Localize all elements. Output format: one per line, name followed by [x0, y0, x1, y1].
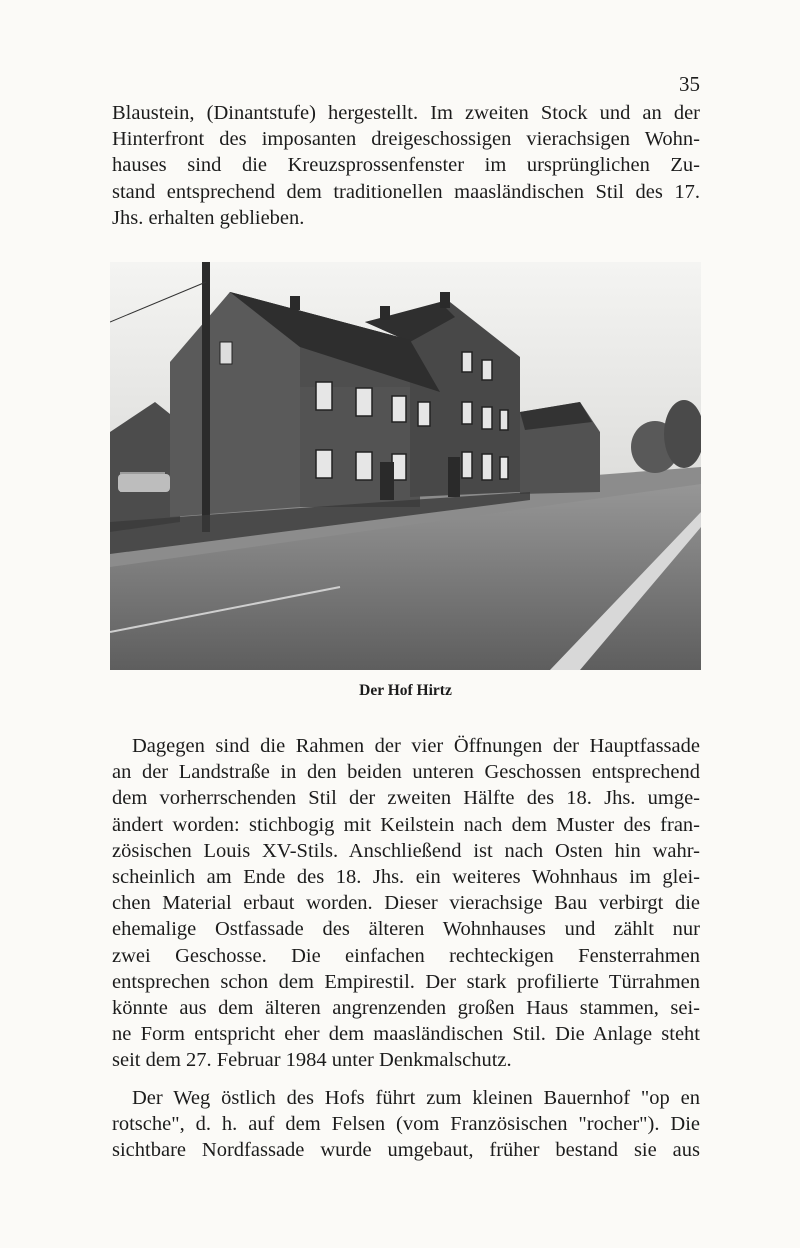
- text-line: Der Weg östlich des Hofs führt zum kleinen Bauernhof "op en: [132, 1087, 700, 1109]
- paragraph-1: [112, 100, 700, 231]
- text-line: ändert worden: stichbogig mit Keilstein nach dem Muster des fran-: [112, 813, 700, 836]
- text-line: ehemalige Ostfassade des älteren Wohnhauses und zählt nur: [112, 918, 700, 941]
- text-line: hauses sind die Kreuzsprossenfenster im ursprünglichen Zu-: [112, 154, 700, 177]
- farmhouse-photo: [110, 262, 701, 670]
- text-line: chen Material erbaut worden. Dieser vierachsige Bau verbirgt die: [112, 892, 700, 915]
- paragraph-2: [112, 733, 700, 1074]
- text-line: Dagegen sind die Rahmen der vier Öffnungen der Hauptfassade: [132, 735, 700, 757]
- page-number: 35: [679, 72, 700, 96]
- text-line: Hinterfront des imposanten dreigeschossigen vierachsigen Wohn-: [112, 128, 700, 151]
- text-line: könnte aus dem älteren angrenzenden großen Haus stammen, sei-: [112, 997, 700, 1020]
- text-line: dem vorherrschenden Stil der zweiten Hälfte des 18. Jhs. umge-: [112, 787, 700, 810]
- text-line: ne Form entspricht eher dem maasländischen Stil. Die Anlage steht: [112, 1023, 700, 1046]
- text-line: seit dem 27. Februar 1984 unter Denkmalschutz.: [112, 1049, 512, 1072]
- text-line: stand entsprechend dem traditionellen maasländischen Stil des 17.: [112, 180, 700, 203]
- text-line: rotsche", d. h. auf dem Felsen (vom Französischen "rocher"). Die: [112, 1113, 700, 1136]
- figure-caption: Der Hof Hirtz: [359, 682, 452, 699]
- text-line: Jhs. erhalten geblieben.: [112, 206, 305, 229]
- text-line: scheinlich am Ende des 18. Jhs. ein weiteres Wohnhaus im glei-: [112, 866, 700, 889]
- text-line: sichtbare Nordfassade wurde umgebaut, früher bestand sie aus: [112, 1139, 700, 1162]
- text-line: zwei Geschosse. Die einfachen rechteckigen Fensterrahmen: [112, 944, 700, 967]
- text-line: entsprechen schon dem Empirestil. Der stark profilierte Türrahmen: [112, 970, 700, 993]
- paragraph-3: [112, 1085, 700, 1164]
- text-line: zösischen Louis XV-Stils. Anschließend ist nach Osten hin wahr-: [112, 839, 700, 862]
- text-line: Blaustein, (Dinantstufe) hergestellt. Im zweiten Stock und an der: [112, 102, 700, 124]
- text-line: an der Landstraße in den beiden unteren Geschossen entsprechend: [112, 761, 700, 784]
